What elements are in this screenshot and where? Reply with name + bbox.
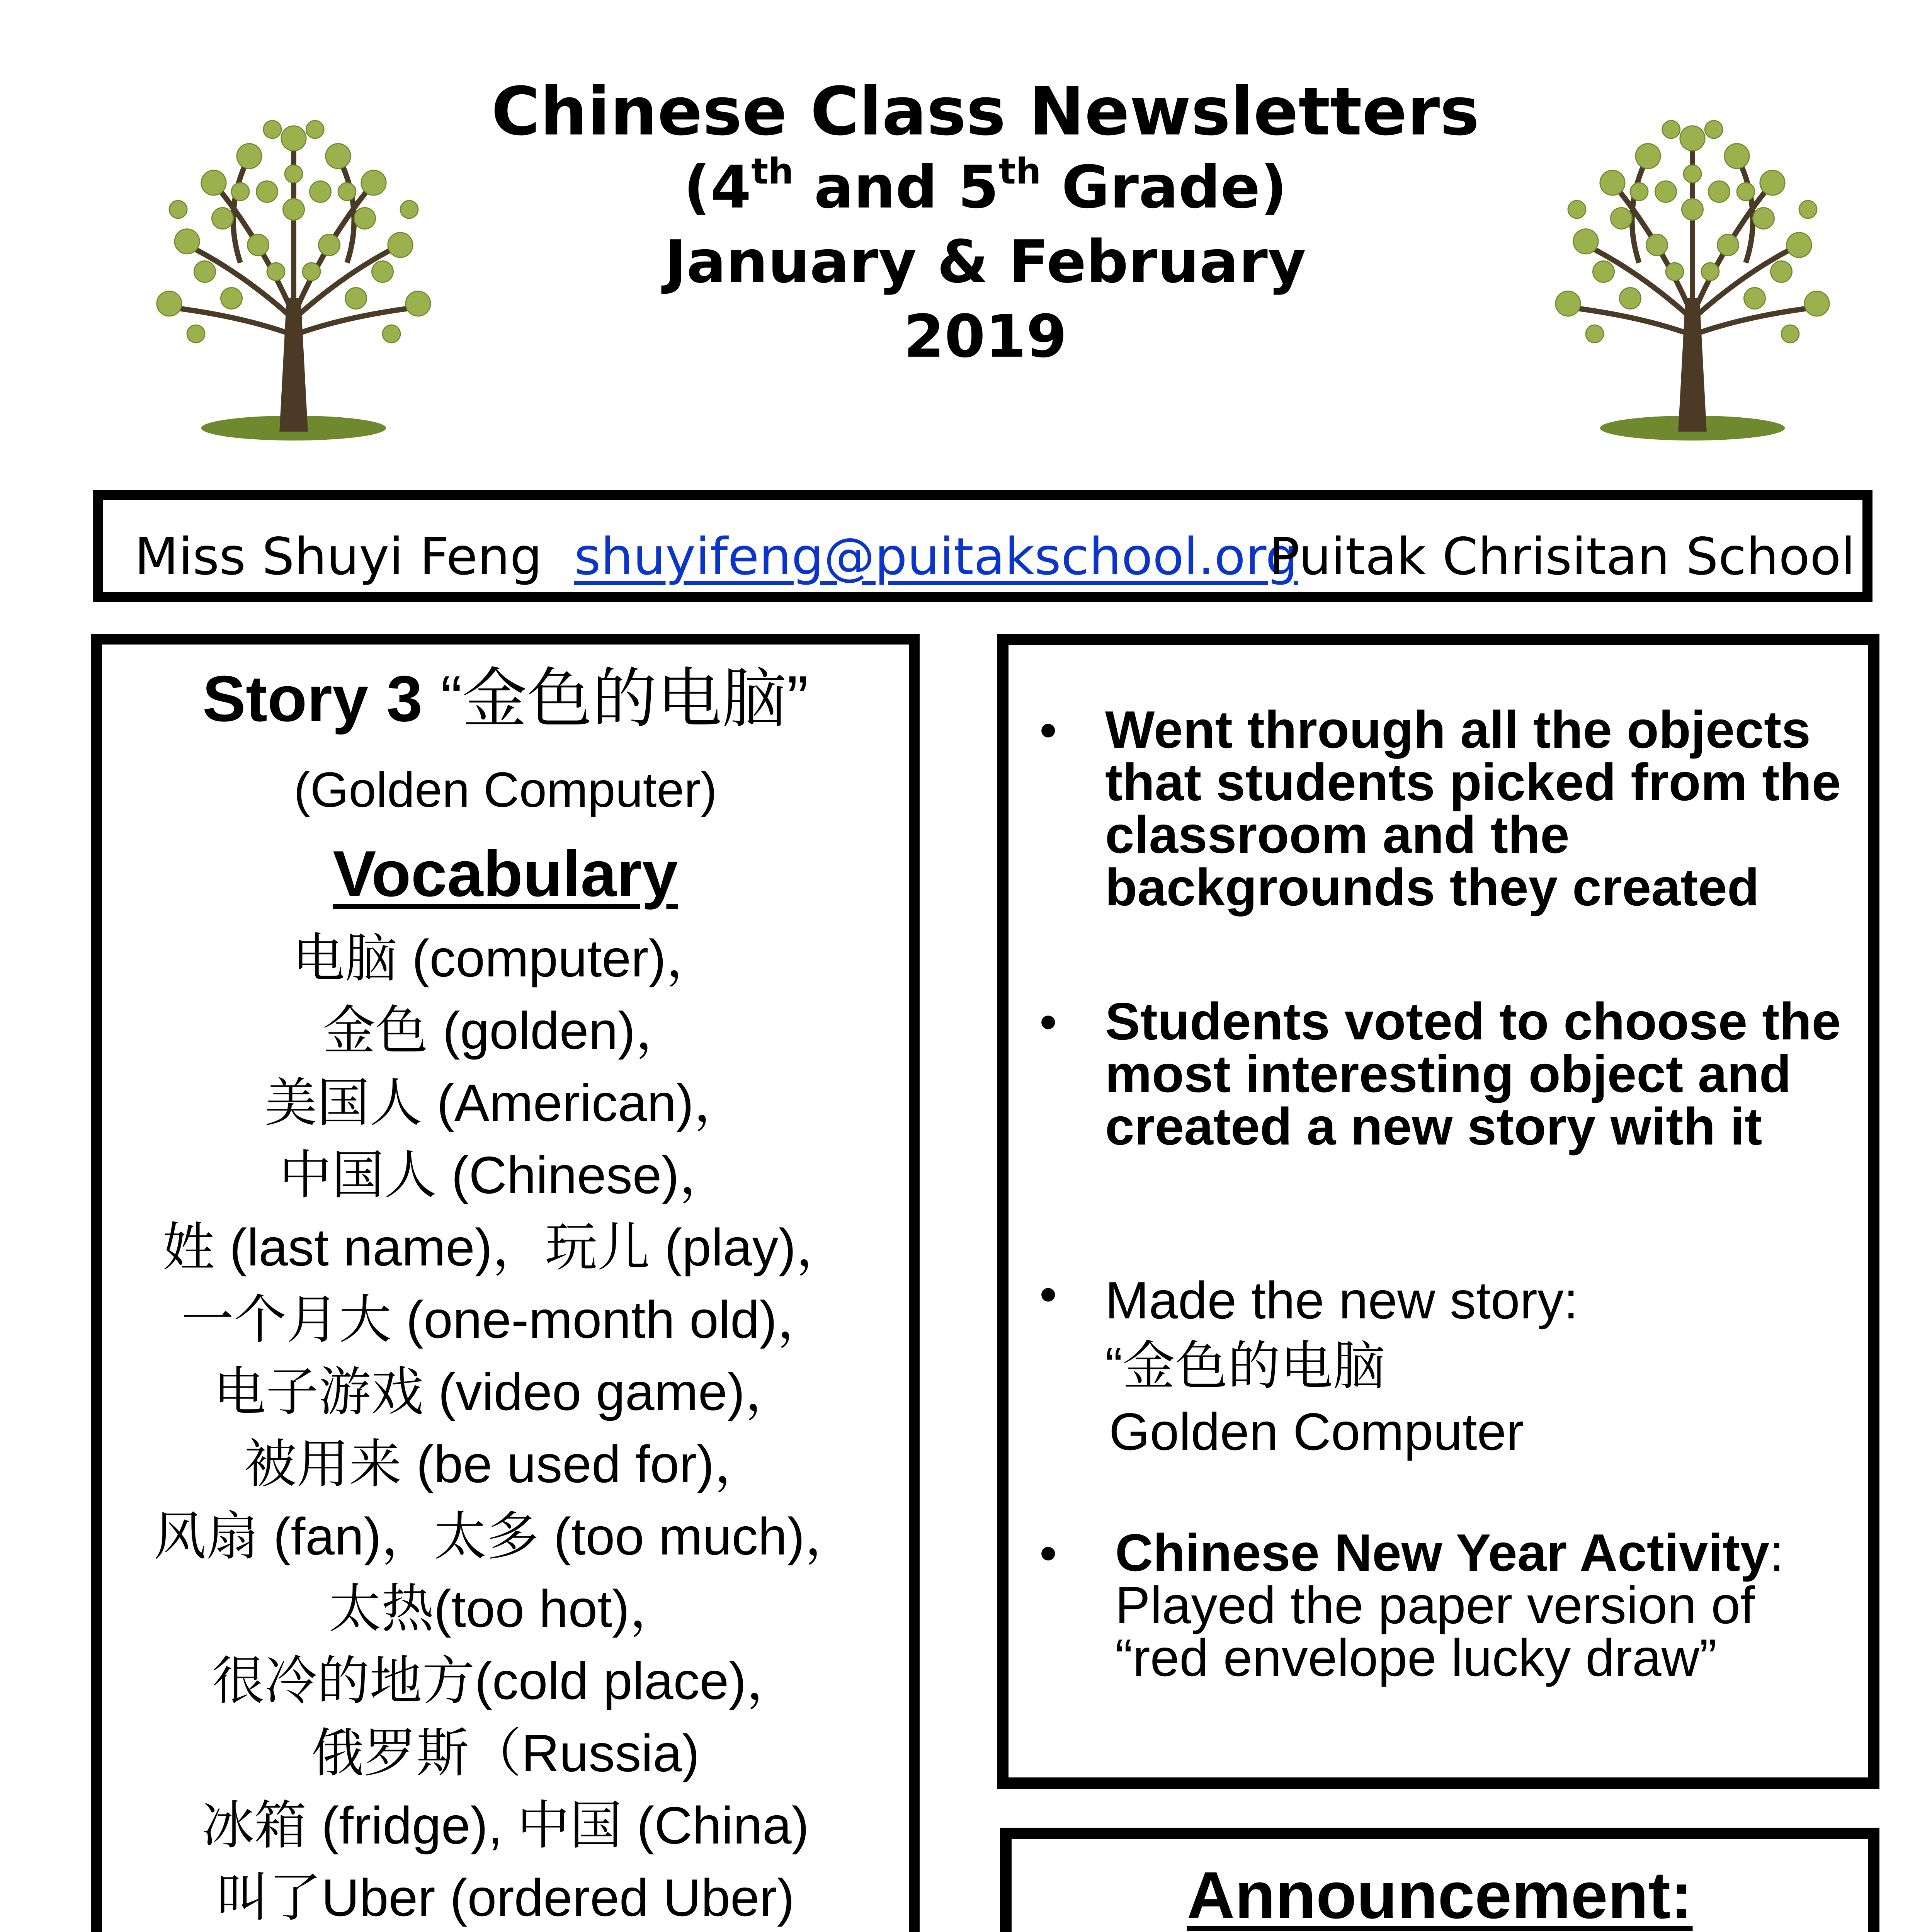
activity-text: Went through all the objects that students picked from the classroom and the backgrounds they created <box>1105 700 1841 917</box>
vocab-item: 风扇 (fan)，太多 (too much)， <box>153 1507 857 1566</box>
activity-text: Chinese New Year Activity: Played the paper version of “red envelope lucky draw” <box>1115 1523 1784 1687</box>
announcement-title: Announcement: <box>1187 1858 1693 1932</box>
activities-box <box>997 634 1879 1789</box>
year-line: 2019 <box>903 302 1067 371</box>
teacher-name: Miss Shuyi Feng <box>134 527 543 587</box>
vocabulary-box <box>91 634 920 1932</box>
story-title: Story 3 “金色的电脑” <box>202 662 809 735</box>
vocab-item: 很冷的地方(cold place)， <box>212 1651 799 1710</box>
activity-text: Students voted to choose the most interesting object and created a new story with it <box>1105 992 1841 1156</box>
vocab-item: 俄罗斯（Russia) <box>311 1723 700 1782</box>
months-line: January & February <box>665 227 1306 296</box>
vocab-item: 电脑 (computer)， <box>292 929 719 988</box>
tree-icon <box>1515 85 1870 440</box>
bullet-icon: • <box>1039 702 1057 758</box>
vocab-item: 太热(too hot)， <box>328 1579 682 1638</box>
school-name: Puitak Chrisitan School <box>1269 527 1855 587</box>
vocab-item: 电子游戏 (video game)， <box>213 1362 798 1421</box>
vocab-item: 姓 (last name)，玩儿 (play)， <box>162 1218 849 1277</box>
newsletter-header <box>464 73 1507 374</box>
vocab-item: 冰箱 (fridge), 中国 (China) <box>202 1796 809 1855</box>
bullet-icon: • <box>1039 1266 1057 1322</box>
vocab-item: 被用来 (be used for)， <box>244 1434 767 1493</box>
vocab-item: 美国人 (American)， <box>264 1073 747 1132</box>
tree-icon <box>116 85 471 440</box>
vocabulary-heading: Vocabulary <box>333 837 678 910</box>
vocabulary-list <box>102 922 909 1932</box>
bullet-icon: • <box>1039 1525 1057 1581</box>
vocab-item: 一个月大 (one-month old)， <box>181 1290 830 1349</box>
bullet-icon: • <box>1039 993 1057 1050</box>
vocab-item: 金色 (golden)， <box>323 1001 688 1060</box>
teacher-email-link[interactable]: shuyifeng@puitakschool.org <box>574 527 1298 587</box>
grade-line: (4th and 5th Grade) <box>684 150 1287 221</box>
vocab-item: 中国人 (Chinese)， <box>279 1145 732 1204</box>
activity-text: Made the new story: “金色的电脑 Golden Computer <box>1105 1271 1578 1461</box>
announcement-box <box>1000 1828 1879 1932</box>
newsletter-title: Chinese Class Newsletters <box>491 73 1480 150</box>
story-english-title: (Golden Computer) <box>294 762 717 818</box>
vocab-item: 叫了Uber (ordered Uber) <box>216 1868 795 1927</box>
contact-box <box>93 490 1872 602</box>
